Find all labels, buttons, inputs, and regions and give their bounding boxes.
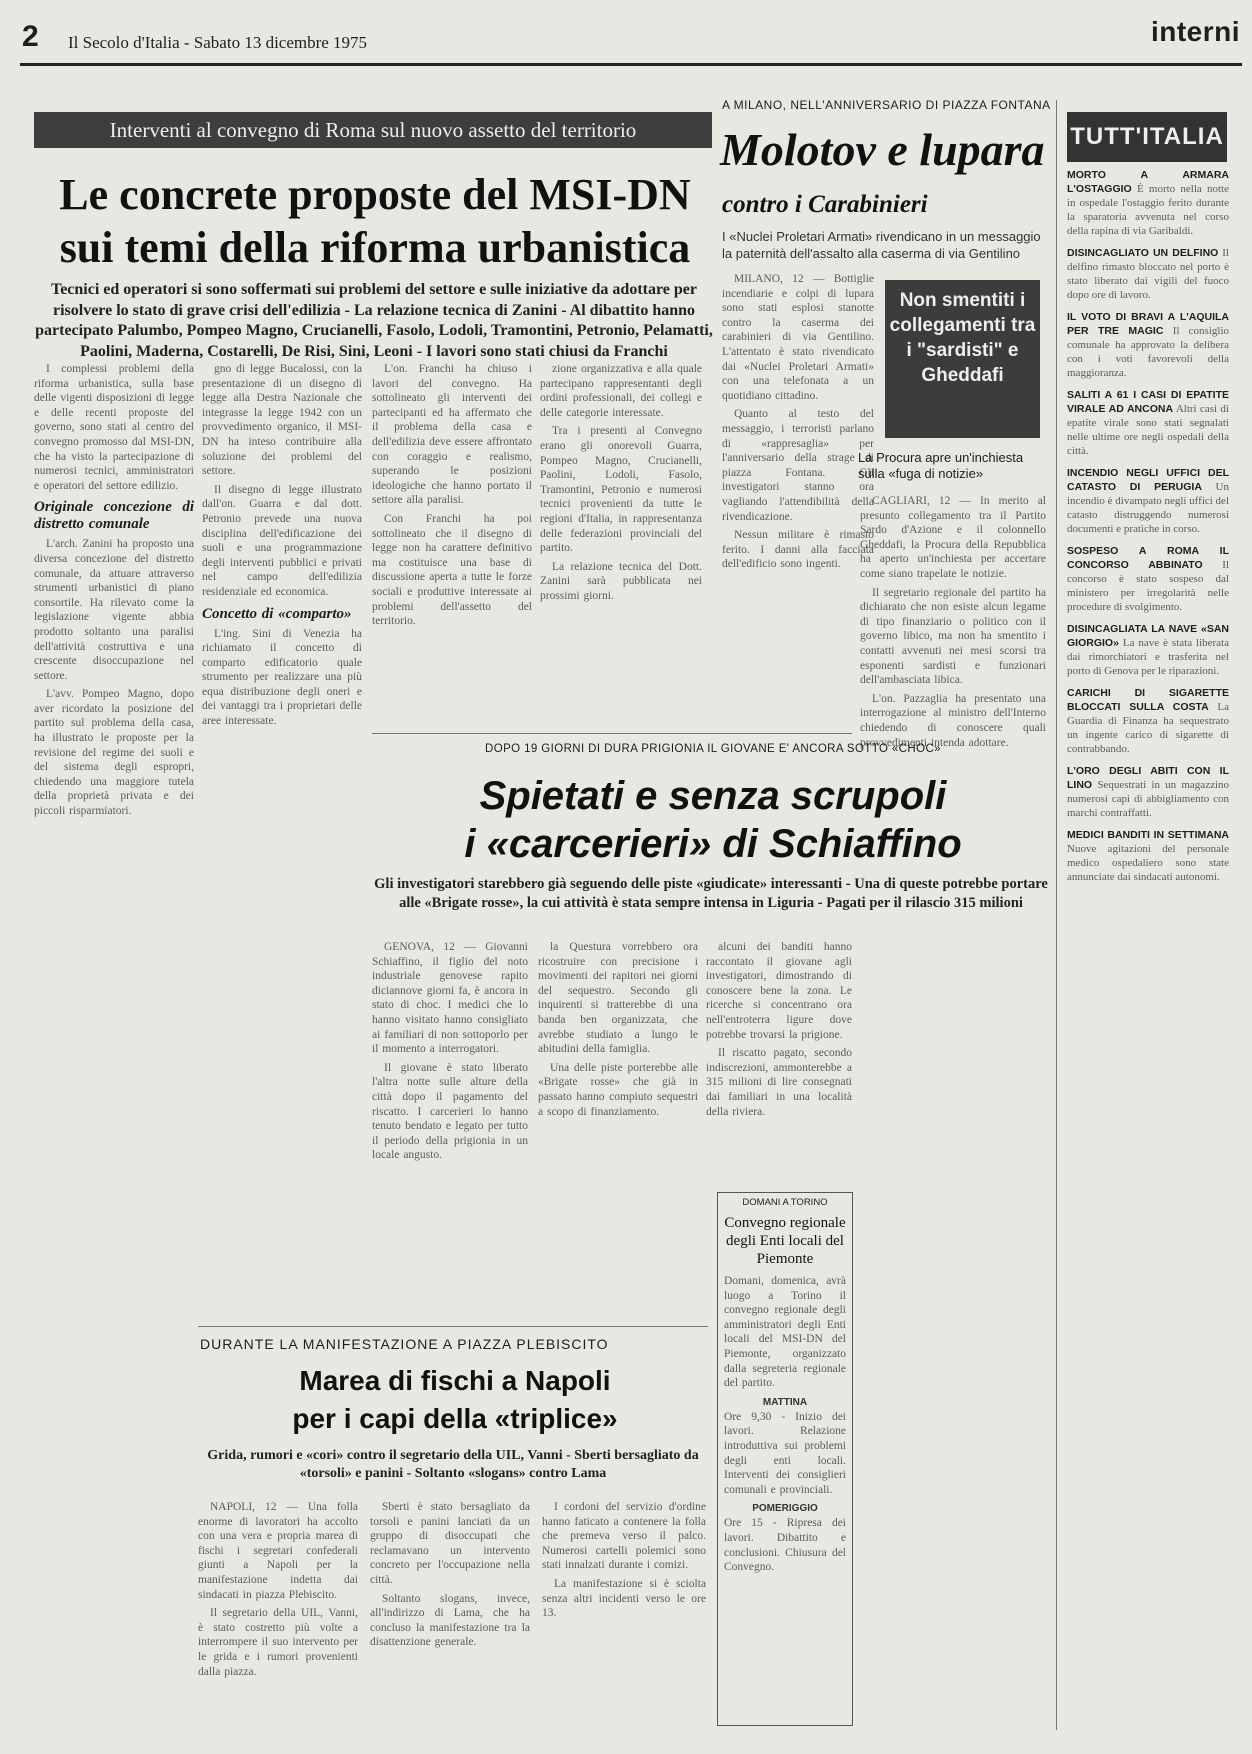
torino-program-morning: Ore 9,30 - Inizio dei lavori. Relazione introduttiva sui problemi degli enti locali. Interventi dei consiglieri comunali e provinciali. bbox=[724, 1410, 846, 1496]
body-paragraph: NAPOLI, 12 — Una folla enorme di lavoratori ha accolto con una vera e propria marea di fischi i segretari confederali giunti a Napoli per la manifestazione indetta dai sindacati in piazza Plebiscito. bbox=[198, 1501, 358, 1601]
body-paragraph: Sberti è stato bersagliato da torsoli e panini lanciati da un gruppo di disoccupati che reclamavano un intervento concreto per l'occupazione nella città. bbox=[370, 1501, 530, 1586]
sardisti-headline-box: Non smentiti i collegamenti tra i "sardisti" e Gheddafi bbox=[885, 280, 1040, 438]
body-paragraph: Il giovane è stato liberato l'altra notte sulle alture della città dopo il pagamento del riscatto. I carcerieri lo hanno tenuto bendato e legato per tutto il periodo della prigionia in un locale angusto. bbox=[372, 1061, 528, 1162]
tuttitalia-item-head: MORTO A ARMARA L'OSTAGGIO bbox=[1067, 169, 1229, 195]
tuttitalia-item bbox=[1067, 764, 1229, 820]
tuttitalia-item-head: MEDICI BANDITI IN SETTIMANA bbox=[1067, 829, 1229, 841]
schiaffino-headline-line1: Spietati e senza scrupoli bbox=[479, 774, 947, 818]
body-paragraph: L'on. Franchi ha chiuso i lavori del convegno. Ha sottolineato gli interventi dei partecipanti ed ha affermato che il problema della casa e dell'edilizia deve essere affrontato con coraggio e realismo, superando le posizioni ideologiche che hanno portato il settore alla paralisi. bbox=[372, 363, 532, 507]
body-paragraph: CAGLIARI, 12 — In merito al presunto collegamento tra il Partito Sardo d'Azione e il colonnello Gheddafi, la Procura della Repubblica ha aperto un'inchiesta per accertare come siano trapelate le notizie. bbox=[860, 495, 1046, 580]
tuttitalia-header: TUTT'ITALIA bbox=[1067, 112, 1227, 162]
urbanistica-column-2 bbox=[202, 362, 362, 1296]
body-paragraph: la Questura vorrebbero ora ricostruire con precisione i movimenti dei rapitori nei giorni del sequestro. Secondo gli inquirenti si tratterebbe di una banda ben organizzata, che avrebbe studiato a lungo le abitudini della famiglia. bbox=[538, 941, 698, 1056]
tuttitalia-item-head: INCENDIO NEGLI UFFICI DEL CATASTO DI PERUGIA bbox=[1067, 467, 1229, 493]
tuttitalia-item-text: La nave è stata liberata dai rimorchiatori e trasferita nel porto di Genova per le riparazioni. bbox=[1067, 637, 1229, 677]
sardisti-caption: La Procura apre un'inchiesta sulla «fuga di notizie» bbox=[858, 450, 1024, 481]
tuttitalia-item-head: IL VOTO DI BRAVI A L'AQUILA PER TRE MAGIC bbox=[1067, 311, 1229, 337]
molotov-body bbox=[722, 272, 874, 722]
tuttitalia-item bbox=[1067, 466, 1229, 536]
tuttitalia-item-text: Il consiglio comunale ha approvato la delibera con i voti favorevoli della maggioranza. bbox=[1067, 325, 1230, 379]
urbanistica-column-1 bbox=[34, 362, 194, 1322]
tuttitalia-item-text: Un incendio è divampato negli uffici del catasto distruggendo numerosi documenti e pratiche in corso. bbox=[1067, 481, 1229, 535]
body-paragraph: Una delle piste porterebbe alle «Brigate rosse» che già in passato hanno compiuto sequestri a scopo di finanziamento. bbox=[538, 1061, 698, 1118]
section-rule bbox=[198, 1326, 708, 1327]
body-paragraph: L'avv. Pompeo Magno, dopo aver ricordato la posizione del partito sul problema della casa, ha illustrato le proposte per la revisione del regime dei suoli e del sistema degli espropri, chiedendo una maggiore tutela della proprietà privata e dei piccoli risparmiatori. bbox=[34, 688, 194, 818]
column-divider bbox=[1056, 100, 1057, 1730]
molotov-headline-line2: contro i Carabinieri bbox=[722, 191, 928, 218]
body-paragraph: La relazione tecnica del Dott. Zanini sarà pubblicata nei prossimi giorni. bbox=[540, 560, 702, 602]
torino-section-afternoon: POMERIGGIO bbox=[752, 1503, 818, 1515]
molotov-deck: I «Nuclei Proletari Armati» rivendicano in un messaggio la paternità dell'assalto alla caserma di via Gentilino bbox=[722, 229, 1041, 261]
body-paragraph: Con Franchi ha poi sottolineato che il disegno di legge non ha carattere definitivo ma costituisce una base di discussione aperta a tutte le forze sociali e produttive interessate ai problemi dell'assetto del territorio. bbox=[372, 512, 532, 628]
section-name: interni bbox=[1150, 16, 1240, 47]
body-paragraph: Nessun militare è rimasto ferito. I danni alla facciata dell'edificio sono ingenti. bbox=[722, 529, 874, 571]
body-paragraph: Tra i presenti al Convegno erano gli onorevoli Guarra, Pompeo Magno, Crucianelli, Paolini, Lodoli, Fasolo, Tramontini, Petronio e numerosi tecnici provenienti da tutte le regioni d'Italia, in rappresentanza delle federazioni provinciali del partito. bbox=[540, 425, 702, 555]
urbanistica-column-3 bbox=[372, 362, 532, 722]
tuttitalia-item bbox=[1067, 622, 1229, 678]
tuttitalia-item-text: Il delfino rimasto bloccato nel porto è stato liberato dai vigili del fuoco dopo ore di lavoro. bbox=[1067, 247, 1229, 301]
napoli-headline-line2: per i capi della «triplice» bbox=[292, 1403, 618, 1434]
tuttitalia-item-head: L'ORO DEGLI ABITI CON IL LINO bbox=[1067, 765, 1229, 791]
schiaffino-column-1 bbox=[372, 940, 528, 1310]
tuttitalia-item bbox=[1067, 828, 1229, 884]
napoli-column-1 bbox=[198, 1500, 358, 1726]
body-paragraph: Soltanto slogans, invece, all'indirizzo di Lama, che ha concluso la manifestazione tra la disattenzione generale. bbox=[370, 1592, 530, 1649]
body-paragraph: L'ing. Sini di Venezia ha richiamato il concetto di comparto edificatorio quale strumento per realizzare una più equa distribuzione degli oneri e dei vantaggi tra i proprietari delle aree interessate. bbox=[202, 627, 362, 728]
torino-section-morning: MATTINA bbox=[762, 1396, 808, 1408]
urbanistica-headline bbox=[30, 168, 720, 274]
tuttitalia-item-head: SOSPESO A ROMA IL CONCORSO ABBINATO bbox=[1067, 545, 1229, 571]
schiaffino-column-2 bbox=[538, 940, 698, 1310]
body-paragraph: alcuni dei banditi hanno raccontato il giovane agli investigatori, dimostrando di conoscere bene la zona. Le ricerche si concentrano ora nell'entroterra ligure dove potrebbe trovarsi la prigione. bbox=[706, 941, 852, 1041]
tuttitalia-item-text: Il concorso è stato sospeso dal ministero per irregolarità nelle procedure di svolgimento. bbox=[1067, 559, 1230, 613]
tuttitalia-item-head: DISINCAGLIATA LA NAVE «SAN GIORGIO» bbox=[1067, 623, 1229, 649]
body-paragraph: Il disegno di legge illustrato dall'on. Guarra e dal dott. Petronio prevede una nuova disciplina dell'edificazione dei suoli e una programmazione degli interventi pubblici e privati nel campo dell'edilizia residenziale ed economica. bbox=[202, 483, 362, 598]
masthead-rule bbox=[20, 63, 1242, 66]
body-paragraph: I complessi problemi della riforma urbanistica, sulla base delle vigenti disposizioni di legge e delle recenti proposte del governo, sono stati al centro del convegno promosso dal MSI-DN, che ha visto la partecipazione di numerosi tecnici, amministratori e operatori del settore edilizio. bbox=[34, 363, 194, 492]
body-paragraph: L'arch. Zanini ha proposto una diversa concezione del distretto comunale, da attuare attraverso strumenti urbanistici di piano consortile. Ha rilevato come la legislazione vigente abbia prodotto soltanto una paralisi dell'attività costruttiva e una crescente disoccupazione nel settore. bbox=[34, 538, 194, 682]
tuttitalia-item bbox=[1067, 544, 1229, 614]
schiaffino-column-3 bbox=[706, 940, 852, 1180]
urbanistica-kicker: Interventi al convegno di Roma sul nuovo assetto del territorio bbox=[34, 112, 712, 148]
dateline: Il Secolo d'Italia - Sabato 13 dicembre 1975 bbox=[68, 33, 368, 52]
molotov-kicker: A MILANO, NELL'ANNIVERSARIO DI PIAZZA FONTANA bbox=[722, 98, 1051, 112]
body-paragraph: gno di legge Bucalossi, con la presentazione di un disegno di legge alla Destra Nazionale che integrasse la legge 1942 con un provvedimento organico, il MSI-DN ha inteso contribuire alla soluzione dei problemi del settore. bbox=[202, 363, 362, 478]
schiaffino-deck: Gli investigatori starebbero già seguendo delle piste «giudicate» interessanti - Una di queste potrebbe portare alle «Brigate rosse», la cui attività è stata sempre intensa in Liguria - Pagati per il rilascio 315 milioni bbox=[374, 876, 1048, 911]
body-paragraph: L'on. Pazzaglia ha presentato una interrogazione al ministro dell'Interno chiedendo di conoscere quali provvedimenti intenda adottare. bbox=[860, 692, 1046, 749]
page-number: 2 bbox=[22, 20, 39, 53]
tuttitalia-list bbox=[1067, 168, 1229, 1728]
body-paragraph: zione organizzativa e alla quale partecipano rappresentanti degli ordini professionali, dei collegi e delle categorie interessate. bbox=[540, 363, 702, 419]
tuttitalia-item-text: Sequestrati in un magazzino numerosi capi di abbigliamento con marchi contraffatti. bbox=[1067, 779, 1230, 819]
tuttitalia-item-text: Altri casi di epatite virale sono stati segnalati nelle ultime ore negli ospedali della città. bbox=[1067, 403, 1229, 457]
torino-box bbox=[717, 1192, 853, 1726]
body-paragraph: I cordoni del servizio d'ordine hanno faticato a contenere la folla che premeva verso il palco. Numerosi cartelli polemici sono stati innalzati durante i comizi. bbox=[542, 1501, 706, 1572]
tuttitalia-item-head: CARICHI DI SIGARETTE BLOCCATI SULLA COSTA bbox=[1067, 687, 1229, 713]
body-paragraph: MILANO, 12 — Bottiglie incendiarie e colpi di lupara sono stati esplosi stanotte contro la caserma dei carabinieri di via Gentilino. L'attentato è stato rivendicato dai «Nuclei Proletari Armati» con una telefonata a un quotidiano cittadino. bbox=[722, 273, 874, 402]
tuttitalia-item-text: È morto nella notte in ospedale l'ostaggio ferito durante la sparatoria avvenuta nel corso della rapina di via Garibaldi. bbox=[1067, 183, 1229, 237]
schiaffino-headline-line2: i «carcerieri» di Schiaffino bbox=[464, 822, 962, 866]
molotov-headline-line1: Molotov e lupara bbox=[720, 124, 1045, 175]
tuttitalia-item bbox=[1067, 686, 1229, 756]
tuttitalia-item-text: La Guardia di Finanza ha sequestrato un ingente carico di sigarette di contrabbando. bbox=[1067, 701, 1229, 755]
body-paragraph: Quanto al testo del messaggio, i terroristi parlano di «rappresaglia» per l'anniversario della strage di piazza Fontana. Gli investigatori stanno ora vagliando l'attendibilità della rivendicazione. bbox=[722, 408, 874, 523]
torino-kicker: DOMANI A TORINO bbox=[742, 1197, 828, 1208]
tuttitalia-item-head: SALITI A 61 I CASI DI EPATITE VIRALE AD ANCONA bbox=[1067, 389, 1229, 415]
tuttitalia-item bbox=[1067, 246, 1229, 302]
urbanistica-deck: Tecnici ed operatori si sono soffermati sui problemi del settore e sulle iniziative da adottare per risolvere lo stato di grave crisi dell'edilizia - La relazione tecnica di Zanini - Al dibattito hanno partecipato Palumbo, Pompeo Magno, Crucianelli, Fasolo, Lodoli, Tramontini, Petronio, Pelamatti, Paolini, Maderna, Costarelli, De Risi, Sini, Leoni - I lavori sono stati chiusi da Franchi bbox=[35, 281, 713, 360]
napoli-column-3 bbox=[542, 1500, 706, 1726]
urbanistica-headline-line2: sui temi della riforma urbanistica bbox=[59, 223, 691, 272]
urbanistica-subhead-2: Concetto di «comparto» bbox=[202, 605, 352, 622]
schiaffino-kicker: DOPO 19 GIORNI DI DURA PRIGIONIA IL GIOVANE E' ANCORA SOTTO «CHOC» bbox=[485, 743, 941, 755]
body-paragraph: Il segretario regionale del partito ha dichiarato che non esiste alcun legame di tipo finanziario o politico con il governo libico, ma non ha smentito i contatti avvenuti nei mesi scorsi tra esponenti sardisti e funzionari dell'ambasciata libica. bbox=[860, 586, 1046, 687]
section-rule bbox=[372, 733, 852, 734]
urbanistica-column-4 bbox=[540, 362, 702, 722]
urbanistica-headline-line1: Le concrete proposte del MSI-DN bbox=[59, 170, 691, 219]
schiaffino-headline bbox=[378, 772, 1048, 868]
napoli-headline bbox=[200, 1362, 710, 1438]
napoli-headline-line1: Marea di fischi a Napoli bbox=[299, 1365, 611, 1396]
torino-intro: Domani, domenica, avrà luogo a Torino il convegno regionale degli amministratori degli Enti locali del MSI-DN del Piemonte, organizzato dalla segreteria regionale del partito. bbox=[724, 1275, 846, 1390]
napoli-deck: Grida, rumori e «cori» contro il segretario della UIL, Vanni - Sberti bersagliato da «torsoli» e panini - Soltanto «slogans» contro Lama bbox=[207, 1448, 699, 1481]
torino-program-afternoon: Ore 15 - Ripresa dei lavori. Dibattito e conclusioni. Chiusura del Convegno. bbox=[724, 1517, 846, 1574]
tuttitalia-item bbox=[1067, 310, 1229, 380]
body-paragraph: Il segretario della UIL, Vanni, è stato costretto più volte a interrompere il suo intervento per le grida e i rumori provenienti dalla piazza. bbox=[198, 1607, 358, 1678]
tuttitalia-item bbox=[1067, 168, 1229, 238]
body-paragraph: La manifestazione si è sciolta senza altri incidenti verso le ore 13. bbox=[542, 1577, 706, 1620]
napoli-column-2 bbox=[370, 1500, 530, 1726]
urbanistica-subhead-1: Originale concezione di distretto comunale bbox=[34, 499, 194, 533]
sardisti-body bbox=[860, 494, 1046, 1724]
body-paragraph: GENOVA, 12 — Giovanni Schiaffino, il figlio del noto industriale genovese rapito diciannove giorni fa, è ancora in stato di choc. I medici che lo hanno visitato hanno consigliato ai familiari di non sottoporlo per il momento a interrogatori. bbox=[372, 941, 528, 1056]
torino-title: Convegno regionale degli Enti locali del Piemonte bbox=[724, 1215, 846, 1267]
tuttitalia-item-head: DISINCAGLIATO UN DELFINO bbox=[1067, 247, 1219, 259]
napoli-kicker: DURANTE LA MANIFESTAZIONE A PIAZZA PLEBISCITO bbox=[200, 1336, 609, 1352]
tuttitalia-item bbox=[1067, 388, 1229, 458]
body-paragraph: Il riscatto pagato, secondo indiscrezioni, ammonterebbe a 315 milioni di lire consegnati dai familiari in una località della riviera. bbox=[706, 1047, 852, 1118]
tuttitalia-item-text: Nuove agitazioni del personale medico ospedaliero sono state annunciate dai sindacati autonomi. bbox=[1067, 843, 1229, 883]
